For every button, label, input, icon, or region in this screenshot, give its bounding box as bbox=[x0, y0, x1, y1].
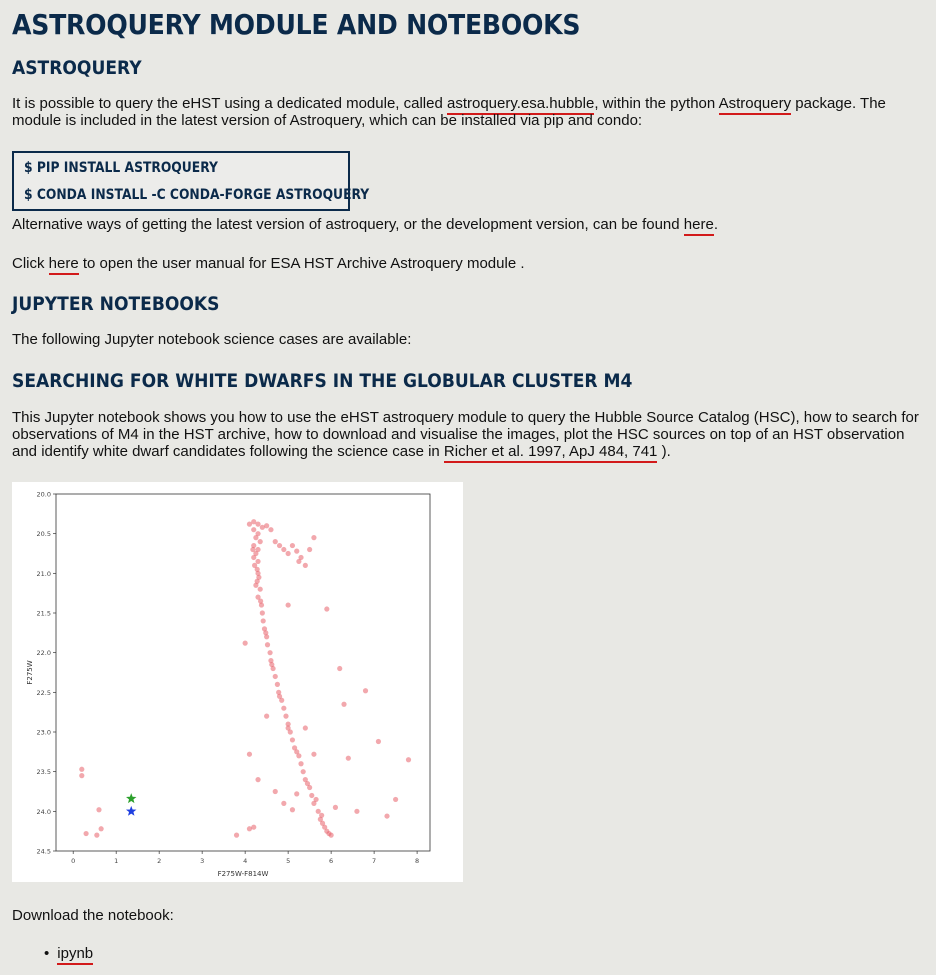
data-point bbox=[261, 618, 266, 623]
data-point bbox=[296, 559, 301, 564]
user-manual-text bbox=[12, 255, 924, 272]
data-point bbox=[307, 547, 312, 552]
data-point bbox=[305, 781, 310, 786]
data-point bbox=[251, 825, 256, 830]
y-tick-label: 23.0 bbox=[36, 728, 51, 737]
cmd-scatter-plot bbox=[12, 482, 463, 882]
data-point bbox=[277, 543, 282, 548]
data-point bbox=[265, 642, 270, 647]
data-point bbox=[255, 522, 260, 527]
astroquery-intro bbox=[12, 95, 924, 129]
link-here-user-manual[interactable]: here bbox=[49, 255, 79, 275]
data-point bbox=[260, 610, 265, 615]
y-tick-label: 24.0 bbox=[36, 807, 51, 816]
data-point bbox=[281, 706, 286, 711]
data-point bbox=[290, 807, 295, 812]
y-tick-label: 23.5 bbox=[36, 768, 51, 777]
x-tick-label: 7 bbox=[372, 857, 377, 865]
data-point bbox=[243, 641, 248, 646]
data-point bbox=[264, 523, 269, 528]
download-list bbox=[44, 945, 93, 962]
case-text-1: This Jupyter notebook shows you how to use the eHST astroquery module to query the Hubble Source Catalog (HSC), how to search for observations of M4 in the HST archive, how to download and visualise the images, plot the HSC sources on top of an HST observation and identify white dwarf candidates following the science case in bbox=[12, 409, 919, 460]
y-tick-label: 20.0 bbox=[36, 490, 51, 499]
x-tick-label: 3 bbox=[200, 857, 205, 865]
click-text-1: Click bbox=[12, 255, 49, 272]
section-heading-jupyter: JUPYTER NOTEBOOKS bbox=[12, 293, 220, 315]
data-point bbox=[234, 833, 239, 838]
data-point bbox=[376, 739, 381, 744]
data-point bbox=[273, 539, 278, 544]
y-tick-label: 22.0 bbox=[36, 649, 51, 658]
data-point bbox=[298, 761, 303, 766]
link-here-alternative[interactable]: here bbox=[684, 216, 714, 236]
data-point bbox=[273, 674, 278, 679]
data-point bbox=[346, 756, 351, 761]
data-point bbox=[277, 694, 282, 699]
data-point bbox=[311, 535, 316, 540]
data-point bbox=[319, 813, 324, 818]
data-point bbox=[301, 769, 306, 774]
data-point bbox=[290, 543, 295, 548]
x-tick-label: 1 bbox=[114, 857, 119, 865]
data-point bbox=[333, 805, 338, 810]
data-point bbox=[294, 791, 299, 796]
intro-text-1: It is possible to query the eHST using a dedicated module, called bbox=[12, 95, 447, 112]
data-point bbox=[406, 757, 411, 762]
data-point bbox=[258, 539, 263, 544]
code-conda-install: $ CONDA INSTALL -C CONDA-FORGE ASTROQUERY bbox=[24, 187, 370, 203]
data-point bbox=[281, 547, 286, 552]
data-point bbox=[283, 714, 288, 719]
x-tick-label: 0 bbox=[71, 857, 76, 865]
data-point bbox=[79, 773, 84, 778]
link-astroquery-package[interactable]: Astroquery bbox=[719, 95, 792, 115]
data-point bbox=[83, 831, 88, 836]
y-tick-label: 22.5 bbox=[36, 688, 51, 697]
data-point bbox=[251, 555, 256, 560]
white-dwarfs-description bbox=[12, 409, 924, 460]
x-tick-label: 6 bbox=[329, 857, 334, 865]
data-point bbox=[294, 549, 299, 554]
data-point bbox=[311, 752, 316, 757]
data-point bbox=[393, 797, 398, 802]
y-axis-label: F275W bbox=[26, 660, 34, 685]
data-point bbox=[294, 749, 299, 754]
data-point bbox=[99, 826, 104, 831]
data-point bbox=[263, 630, 268, 635]
data-point bbox=[255, 559, 260, 564]
data-point bbox=[253, 583, 258, 588]
link-richer-paper[interactable]: Richer et al. 1997, ApJ 484, 741 bbox=[444, 443, 657, 463]
data-point bbox=[354, 809, 359, 814]
page-title: ASTROQUERY MODULE AND NOTEBOOKS bbox=[12, 8, 581, 41]
data-point bbox=[255, 777, 260, 782]
data-point bbox=[96, 807, 101, 812]
data-point bbox=[267, 650, 272, 655]
data-point bbox=[281, 801, 286, 806]
data-point bbox=[316, 809, 321, 814]
section-heading-astroquery: ASTROQUERY bbox=[12, 57, 142, 79]
jupyter-intro: The following Jupyter notebook science cases are available: bbox=[12, 331, 412, 348]
data-point bbox=[341, 702, 346, 707]
alt-text-1: Alternative ways of getting the latest version of astroquery, or the development version, can be found bbox=[12, 216, 684, 233]
link-astroquery-esa-hubble[interactable]: astroquery.esa.hubble bbox=[447, 95, 594, 115]
data-point bbox=[253, 535, 258, 540]
list-item bbox=[44, 945, 93, 962]
data-point bbox=[290, 737, 295, 742]
click-text-2: to open the user manual for ESA HST Archive Astroquery module . bbox=[78, 255, 525, 272]
data-point bbox=[303, 725, 308, 730]
data-point bbox=[268, 527, 273, 532]
x-tick-label: 8 bbox=[415, 857, 420, 865]
star-point bbox=[126, 806, 136, 816]
section-heading-white-dwarfs: SEARCHING FOR WHITE DWARFS IN THE GLOBULAR CLUSTER M4 bbox=[12, 370, 633, 392]
case-text-2: ). bbox=[657, 443, 671, 460]
data-point bbox=[363, 688, 368, 693]
x-tick-label: 4 bbox=[243, 857, 248, 865]
data-point bbox=[273, 789, 278, 794]
cmd-chart bbox=[12, 482, 463, 882]
data-point bbox=[94, 833, 99, 838]
x-tick-label: 2 bbox=[157, 857, 162, 865]
data-point bbox=[251, 527, 256, 532]
data-point bbox=[258, 587, 263, 592]
data-point bbox=[313, 797, 318, 802]
install-code-block bbox=[12, 151, 370, 211]
x-axis-label: F275W-F814W bbox=[217, 870, 269, 878]
data-point bbox=[286, 602, 291, 607]
intro-text-2: , within the python bbox=[594, 95, 719, 112]
data-point bbox=[264, 714, 269, 719]
data-point bbox=[286, 725, 291, 730]
y-tick-label: 24.5 bbox=[36, 847, 51, 856]
data-point bbox=[275, 682, 280, 687]
plot-frame bbox=[56, 494, 430, 851]
intro-text-3: package. The module is included in the latest version of Astroquery, which can be installed via pip and condo: bbox=[12, 95, 886, 129]
y-tick-label: 21.0 bbox=[36, 569, 51, 578]
data-point bbox=[309, 793, 314, 798]
link-ipynb[interactable]: ipynb bbox=[57, 945, 93, 965]
data-point bbox=[326, 831, 331, 836]
data-point bbox=[79, 767, 84, 772]
y-tick-label: 20.5 bbox=[36, 530, 51, 539]
data-point bbox=[286, 551, 291, 556]
data-point bbox=[258, 599, 263, 604]
data-point bbox=[337, 666, 342, 671]
data-point bbox=[250, 547, 255, 552]
download-text: Download the notebook: bbox=[12, 907, 174, 924]
data-point bbox=[324, 606, 329, 611]
x-tick-label: 5 bbox=[286, 857, 291, 865]
alternative-install-text bbox=[12, 216, 924, 233]
data-point bbox=[269, 662, 274, 667]
star-point bbox=[126, 793, 136, 803]
alt-text-2: . bbox=[713, 216, 718, 233]
data-point bbox=[247, 752, 252, 757]
code-pip-install: $ PIP INSTALL ASTROQUERY bbox=[24, 160, 218, 176]
data-point bbox=[303, 563, 308, 568]
y-tick-label: 21.5 bbox=[36, 609, 51, 618]
data-point bbox=[384, 813, 389, 818]
